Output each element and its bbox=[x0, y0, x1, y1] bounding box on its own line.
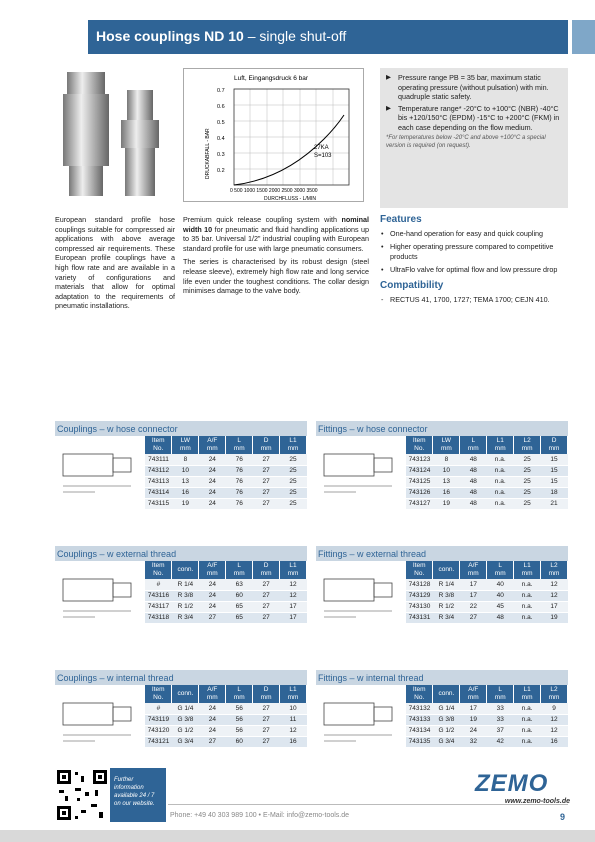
table-cell: 17 bbox=[541, 601, 568, 612]
table-cell: 42 bbox=[487, 736, 514, 747]
table-cell: 743132 bbox=[406, 703, 433, 714]
column-header: D mm bbox=[253, 436, 280, 454]
table-cell: # bbox=[145, 579, 172, 590]
table-cell: 12 bbox=[280, 725, 307, 736]
table-row bbox=[145, 736, 307, 747]
y-label: DRUCKABFALL - BAR bbox=[205, 128, 211, 179]
column-header: Item No. bbox=[406, 436, 433, 454]
column-header: A/F mm bbox=[199, 436, 226, 454]
table-cell: 25 bbox=[514, 454, 541, 465]
page-title: Hose couplings ND 10 – single shut-off bbox=[96, 28, 347, 44]
table-cell: 743127 bbox=[406, 498, 433, 509]
table-cell: n.a. bbox=[487, 487, 514, 498]
bottom-band bbox=[0, 830, 595, 842]
table-cell: n.a. bbox=[514, 736, 541, 747]
table-cell: 24 bbox=[199, 590, 226, 601]
table-cell: 13 bbox=[433, 476, 460, 487]
column-header: L mm bbox=[487, 561, 514, 579]
spec-note: *For temperatures below -20°C and above +100°C a special version is required (on request). bbox=[386, 135, 546, 149]
data-grid bbox=[145, 561, 307, 624]
table-cell: 56 bbox=[226, 703, 253, 714]
curve-label-2: S=103 bbox=[314, 153, 332, 159]
table-cell: 18 bbox=[541, 487, 568, 498]
table-cell: 25 bbox=[280, 465, 307, 476]
table-cell: n.a. bbox=[487, 454, 514, 465]
table-cell: 76 bbox=[226, 465, 253, 476]
table-cell: R 1/4 bbox=[172, 579, 199, 590]
table-cell: 27 bbox=[253, 725, 280, 736]
table-cell: 12 bbox=[541, 579, 568, 590]
column-header: A/F mm bbox=[199, 561, 226, 579]
data-grid bbox=[145, 436, 307, 510]
table-cell: 17 bbox=[280, 601, 307, 612]
product-photo bbox=[55, 68, 175, 202]
table-cell: 27 bbox=[253, 487, 280, 498]
table-cell: 19 bbox=[541, 612, 568, 623]
table-cell: 15 bbox=[541, 454, 568, 465]
table-cell: 48 bbox=[460, 454, 487, 465]
table-cell: 33 bbox=[487, 714, 514, 725]
website-info: Further information available 24 / 7 on our website. bbox=[110, 768, 166, 822]
product-table bbox=[316, 421, 568, 506]
column-header: L1 mm bbox=[487, 436, 514, 454]
feature-item: • One-hand operation for easy and quick coupling bbox=[380, 229, 568, 239]
table-cell: 40 bbox=[487, 590, 514, 601]
table-cell: G 3/8 bbox=[172, 714, 199, 725]
table-cell: 13 bbox=[172, 476, 199, 487]
table-cell: 743128 bbox=[406, 579, 433, 590]
feature-item: • Higher operating pressure compared to competitive products bbox=[380, 242, 568, 261]
table-cell: 743135 bbox=[406, 736, 433, 747]
table-cell: n.a. bbox=[514, 579, 541, 590]
table-cell: 743130 bbox=[406, 601, 433, 612]
table-cell: 12 bbox=[541, 590, 568, 601]
column-header: D mm bbox=[541, 436, 568, 454]
table-row bbox=[145, 725, 307, 736]
table-cell: 743112 bbox=[145, 465, 172, 476]
table-row bbox=[406, 612, 568, 623]
table-cell: 27 bbox=[253, 601, 280, 612]
data-grid bbox=[406, 561, 568, 624]
table-cell: 743116 bbox=[145, 590, 172, 601]
table-row bbox=[145, 487, 307, 498]
table-row bbox=[406, 579, 568, 590]
product-table bbox=[55, 421, 307, 506]
table-cell: 24 bbox=[199, 498, 226, 509]
column-header: D mm bbox=[253, 561, 280, 579]
table-cell: 76 bbox=[226, 454, 253, 465]
table-cell: 17 bbox=[460, 590, 487, 601]
table-title: Fittings – w hose connector bbox=[316, 421, 568, 436]
table-cell: 24 bbox=[199, 487, 226, 498]
table-cell: 8 bbox=[172, 454, 199, 465]
column-header: L mm bbox=[226, 685, 253, 703]
page-header bbox=[88, 20, 568, 54]
table-cell: G 1/4 bbox=[433, 703, 460, 714]
column-header: L2 mm bbox=[514, 436, 541, 454]
x-ticks: 0 500 1000 1500 2000 2500 3000 3500 bbox=[230, 188, 318, 194]
table-cell: 25 bbox=[514, 476, 541, 487]
column-header: Item No. bbox=[145, 561, 172, 579]
description-p1: Premium quick release coupling system with nominal width 10 for pneumatic and fluid handling applications up to 35 bar. Universal 1/2" industrial coupling with European standard profile for use with large pneumatic consumers. bbox=[183, 215, 369, 253]
column-header: L1 mm bbox=[514, 561, 541, 579]
column-header: Item No. bbox=[145, 436, 172, 454]
table-row bbox=[406, 736, 568, 747]
table-cell: 25 bbox=[514, 465, 541, 476]
column-header: L1 mm bbox=[280, 685, 307, 703]
table-cell: 743117 bbox=[145, 601, 172, 612]
table-row bbox=[406, 590, 568, 601]
technical-drawing bbox=[55, 561, 145, 631]
data-grid bbox=[406, 436, 568, 510]
table-cell: 24 bbox=[199, 454, 226, 465]
table-cell: 76 bbox=[226, 498, 253, 509]
spec-item: ▶ Temperature range* -20°C to +100°C (NBR) -40°C bis +120/150°C (EPDM) -15°C to +200°C (FKM) in each case depending on the flow medium. bbox=[386, 104, 562, 133]
table-cell: 25 bbox=[514, 487, 541, 498]
table-cell: n.a. bbox=[487, 465, 514, 476]
table-cell: 24 bbox=[199, 465, 226, 476]
table-cell: 27 bbox=[253, 454, 280, 465]
product-table bbox=[55, 670, 307, 755]
table-cell: 65 bbox=[226, 612, 253, 623]
table-cell: 10 bbox=[280, 703, 307, 714]
column-header: L mm bbox=[226, 436, 253, 454]
table-cell: 743119 bbox=[145, 714, 172, 725]
table-cell: 17 bbox=[460, 579, 487, 590]
technical-drawing bbox=[316, 561, 406, 631]
table-cell: 60 bbox=[226, 736, 253, 747]
table-cell: n.a. bbox=[514, 703, 541, 714]
table-cell: 743121 bbox=[145, 736, 172, 747]
table-cell: R 1/2 bbox=[172, 601, 199, 612]
table-row bbox=[145, 590, 307, 601]
product-table bbox=[316, 670, 568, 755]
table-cell: 45 bbox=[487, 601, 514, 612]
table-row bbox=[406, 601, 568, 612]
table-cell: 12 bbox=[280, 579, 307, 590]
table-cell: 37 bbox=[487, 725, 514, 736]
table-cell: 17 bbox=[460, 703, 487, 714]
table-row bbox=[406, 454, 568, 465]
table-cell: 743118 bbox=[145, 612, 172, 623]
table-cell: R 1/2 bbox=[433, 601, 460, 612]
logo-text: ZEMO bbox=[475, 770, 549, 797]
technical-drawing bbox=[55, 436, 145, 506]
data-grid bbox=[406, 685, 568, 748]
table-cell: 24 bbox=[460, 725, 487, 736]
table-cell: G 1/2 bbox=[433, 725, 460, 736]
table-row bbox=[406, 476, 568, 487]
product-table bbox=[316, 546, 568, 631]
table-cell: 743134 bbox=[406, 725, 433, 736]
table-cell: 27 bbox=[199, 612, 226, 623]
table-cell: # bbox=[145, 703, 172, 714]
website-url[interactable]: www.zemo-tools.de bbox=[504, 798, 570, 805]
table-cell: n.a. bbox=[514, 590, 541, 601]
column-header: A/F mm bbox=[460, 685, 487, 703]
table-cell: R 3/4 bbox=[433, 612, 460, 623]
table-cell: 16 bbox=[172, 487, 199, 498]
column-header: L2 mm bbox=[541, 685, 568, 703]
table-cell: 743113 bbox=[145, 476, 172, 487]
table-title: Couplings – w hose connector bbox=[55, 421, 307, 436]
table-row bbox=[145, 454, 307, 465]
column-header: conn. bbox=[172, 561, 199, 579]
table-cell: 743114 bbox=[145, 487, 172, 498]
table-cell: n.a. bbox=[487, 476, 514, 487]
spec-box bbox=[380, 68, 568, 208]
compat-title: Compatibility bbox=[380, 279, 444, 291]
table-cell: 24 bbox=[199, 601, 226, 612]
column-header: A/F mm bbox=[199, 685, 226, 703]
column-header: Item No. bbox=[406, 685, 433, 703]
table-cell: 48 bbox=[460, 487, 487, 498]
table-cell: 743111 bbox=[145, 454, 172, 465]
table-cell: G 1/2 bbox=[172, 725, 199, 736]
table-cell: 60 bbox=[226, 590, 253, 601]
table-cell: 25 bbox=[280, 487, 307, 498]
table-cell: 24 bbox=[199, 579, 226, 590]
table-cell: 76 bbox=[226, 487, 253, 498]
table-cell: 27 bbox=[253, 476, 280, 487]
table-row bbox=[145, 498, 307, 509]
table-cell: 25 bbox=[280, 476, 307, 487]
table-row bbox=[145, 714, 307, 725]
compat-item: - RECTUS 41, 1700, 1727; TEMA 1700; CEJN 410. bbox=[380, 295, 568, 305]
zemo-logo bbox=[475, 770, 570, 810]
table-cell: 743133 bbox=[406, 714, 433, 725]
table-cell: 32 bbox=[460, 736, 487, 747]
table-cell: 40 bbox=[487, 579, 514, 590]
column-header: L mm bbox=[487, 685, 514, 703]
table-cell: 27 bbox=[253, 579, 280, 590]
table-cell: 19 bbox=[172, 498, 199, 509]
table-cell: 16 bbox=[433, 487, 460, 498]
table-cell: 27 bbox=[253, 590, 280, 601]
table-row bbox=[406, 465, 568, 476]
table-row bbox=[145, 601, 307, 612]
table-cell: 48 bbox=[460, 476, 487, 487]
table-cell: 56 bbox=[226, 725, 253, 736]
table-row bbox=[145, 579, 307, 590]
table-cell: 27 bbox=[460, 612, 487, 623]
table-cell: R 1/4 bbox=[433, 579, 460, 590]
table-cell: 25 bbox=[280, 498, 307, 509]
table-cell: 8 bbox=[433, 454, 460, 465]
contact-info: Phone: +49 40 303 989 100 • E-Mail: info@zemo-tools.de bbox=[170, 812, 350, 819]
table-title: Couplings – w external thread bbox=[55, 546, 307, 561]
column-header: L1 mm bbox=[514, 685, 541, 703]
table-cell: 15 bbox=[541, 465, 568, 476]
y-ticks: 0.7 0.6 0.5 0.4 0.3 0.2 bbox=[217, 88, 225, 174]
table-cell: R 3/8 bbox=[172, 590, 199, 601]
qr-code[interactable] bbox=[55, 768, 109, 822]
header-stripe bbox=[572, 20, 595, 54]
column-header: LW mm bbox=[433, 436, 460, 454]
intro-text: European standard profile hose couplings suitable for compressed air applications with above average compressed air requirements. These European profile couplings have a high flow rate and are available in a variety of configurations and materials that allow for optimal adaptation to the requirements of pneumatic installations. bbox=[55, 215, 175, 311]
table-cell: G 3/4 bbox=[172, 736, 199, 747]
table-cell: 743131 bbox=[406, 612, 433, 623]
table-cell: 22 bbox=[460, 601, 487, 612]
table-cell: 743123 bbox=[406, 454, 433, 465]
table-cell: n.a. bbox=[514, 601, 541, 612]
technical-drawing bbox=[316, 685, 406, 755]
flow-chart bbox=[183, 68, 364, 202]
table-cell: 743115 bbox=[145, 498, 172, 509]
table-cell: 21 bbox=[541, 498, 568, 509]
table-cell: 743129 bbox=[406, 590, 433, 601]
table-cell: 27 bbox=[253, 612, 280, 623]
column-header: conn. bbox=[172, 685, 199, 703]
description-p2: The series is characterised by its robust design (steel release sleeve), extremely high flow rate and long service life even under the toughest conditions. The collar design minimises damage to the valve body. bbox=[183, 257, 369, 296]
table-cell: 11 bbox=[280, 714, 307, 725]
table-cell: 33 bbox=[487, 703, 514, 714]
table-cell: 24 bbox=[199, 703, 226, 714]
table-cell: 63 bbox=[226, 579, 253, 590]
table-row bbox=[145, 703, 307, 714]
column-header: L mm bbox=[226, 561, 253, 579]
table-cell: 9 bbox=[541, 703, 568, 714]
feature-item: • UltraFlo valve for optimal flow and low pressure drop bbox=[380, 265, 568, 275]
column-header: conn. bbox=[433, 561, 460, 579]
table-cell: 76 bbox=[226, 476, 253, 487]
table-cell: 10 bbox=[172, 465, 199, 476]
table-cell: n.a. bbox=[487, 498, 514, 509]
column-header: L2 mm bbox=[541, 561, 568, 579]
table-cell: 19 bbox=[433, 498, 460, 509]
table-cell: 25 bbox=[514, 498, 541, 509]
table-cell: 56 bbox=[226, 714, 253, 725]
features-section bbox=[380, 215, 568, 310]
table-cell: 19 bbox=[460, 714, 487, 725]
column-header: L1 mm bbox=[280, 561, 307, 579]
table-cell: 48 bbox=[487, 612, 514, 623]
column-header: Item No. bbox=[145, 685, 172, 703]
table-cell: 27 bbox=[253, 703, 280, 714]
table-row bbox=[145, 476, 307, 487]
table-cell: R 3/4 bbox=[172, 612, 199, 623]
spec-item: ▶ Pressure range PB = 35 bar, maximum static operating pressure (without pulsation) with min. quadruple static safety. bbox=[386, 73, 562, 102]
table-row bbox=[145, 465, 307, 476]
table-cell: 27 bbox=[199, 736, 226, 747]
table-cell: 12 bbox=[541, 725, 568, 736]
data-grid bbox=[145, 685, 307, 748]
table-cell: 743124 bbox=[406, 465, 433, 476]
table-cell: 15 bbox=[541, 476, 568, 487]
table-cell: 12 bbox=[541, 714, 568, 725]
table-cell: R 3/8 bbox=[433, 590, 460, 601]
table-row bbox=[406, 714, 568, 725]
column-header: Item No. bbox=[406, 561, 433, 579]
column-header: conn. bbox=[433, 685, 460, 703]
table-cell: 24 bbox=[199, 714, 226, 725]
table-title: Fittings – w external thread bbox=[316, 546, 568, 561]
features-title: Features bbox=[380, 214, 422, 225]
column-header: A/F mm bbox=[460, 561, 487, 579]
table-cell: G 1/4 bbox=[172, 703, 199, 714]
table-cell: 743126 bbox=[406, 487, 433, 498]
table-title: Fittings – w internal thread bbox=[316, 670, 568, 685]
table-cell: 743120 bbox=[145, 725, 172, 736]
table-cell: G 3/8 bbox=[433, 714, 460, 725]
column-header: D mm bbox=[253, 685, 280, 703]
table-cell: 25 bbox=[280, 454, 307, 465]
table-cell: 16 bbox=[280, 736, 307, 747]
table-cell: 27 bbox=[253, 736, 280, 747]
table-cell: 48 bbox=[460, 498, 487, 509]
table-cell: G 3/4 bbox=[433, 736, 460, 747]
table-cell: 10 bbox=[433, 465, 460, 476]
table-cell: n.a. bbox=[514, 612, 541, 623]
column-header: L mm bbox=[460, 436, 487, 454]
table-row bbox=[406, 498, 568, 509]
table-row bbox=[145, 612, 307, 623]
table-cell: 17 bbox=[280, 612, 307, 623]
table-cell: n.a. bbox=[514, 725, 541, 736]
product-table bbox=[55, 546, 307, 631]
table-cell: 12 bbox=[280, 590, 307, 601]
page-number: 9 bbox=[560, 812, 566, 822]
table-cell: 24 bbox=[199, 725, 226, 736]
table-cell: 16 bbox=[541, 736, 568, 747]
column-header: LW mm bbox=[172, 436, 199, 454]
table-row bbox=[406, 725, 568, 736]
table-title: Couplings – w internal thread bbox=[55, 670, 307, 685]
table-cell: 743125 bbox=[406, 476, 433, 487]
table-row bbox=[406, 487, 568, 498]
description bbox=[183, 215, 369, 300]
technical-drawing bbox=[55, 685, 145, 755]
technical-drawing bbox=[316, 436, 406, 506]
curve-label-1: 27KA bbox=[314, 145, 329, 151]
table-cell: 24 bbox=[199, 476, 226, 487]
graph-title: Luft, Eingangsdruck 6 bar bbox=[234, 75, 309, 82]
table-cell: 65 bbox=[226, 601, 253, 612]
column-header: L1 mm bbox=[280, 436, 307, 454]
x-label: DURCHFLUSS - L/MIN bbox=[264, 196, 316, 202]
table-cell: 27 bbox=[253, 465, 280, 476]
table-cell: n.a. bbox=[514, 714, 541, 725]
table-cell: 27 bbox=[253, 498, 280, 509]
table-cell: 48 bbox=[460, 465, 487, 476]
table-row bbox=[406, 703, 568, 714]
table-cell: 27 bbox=[253, 714, 280, 725]
